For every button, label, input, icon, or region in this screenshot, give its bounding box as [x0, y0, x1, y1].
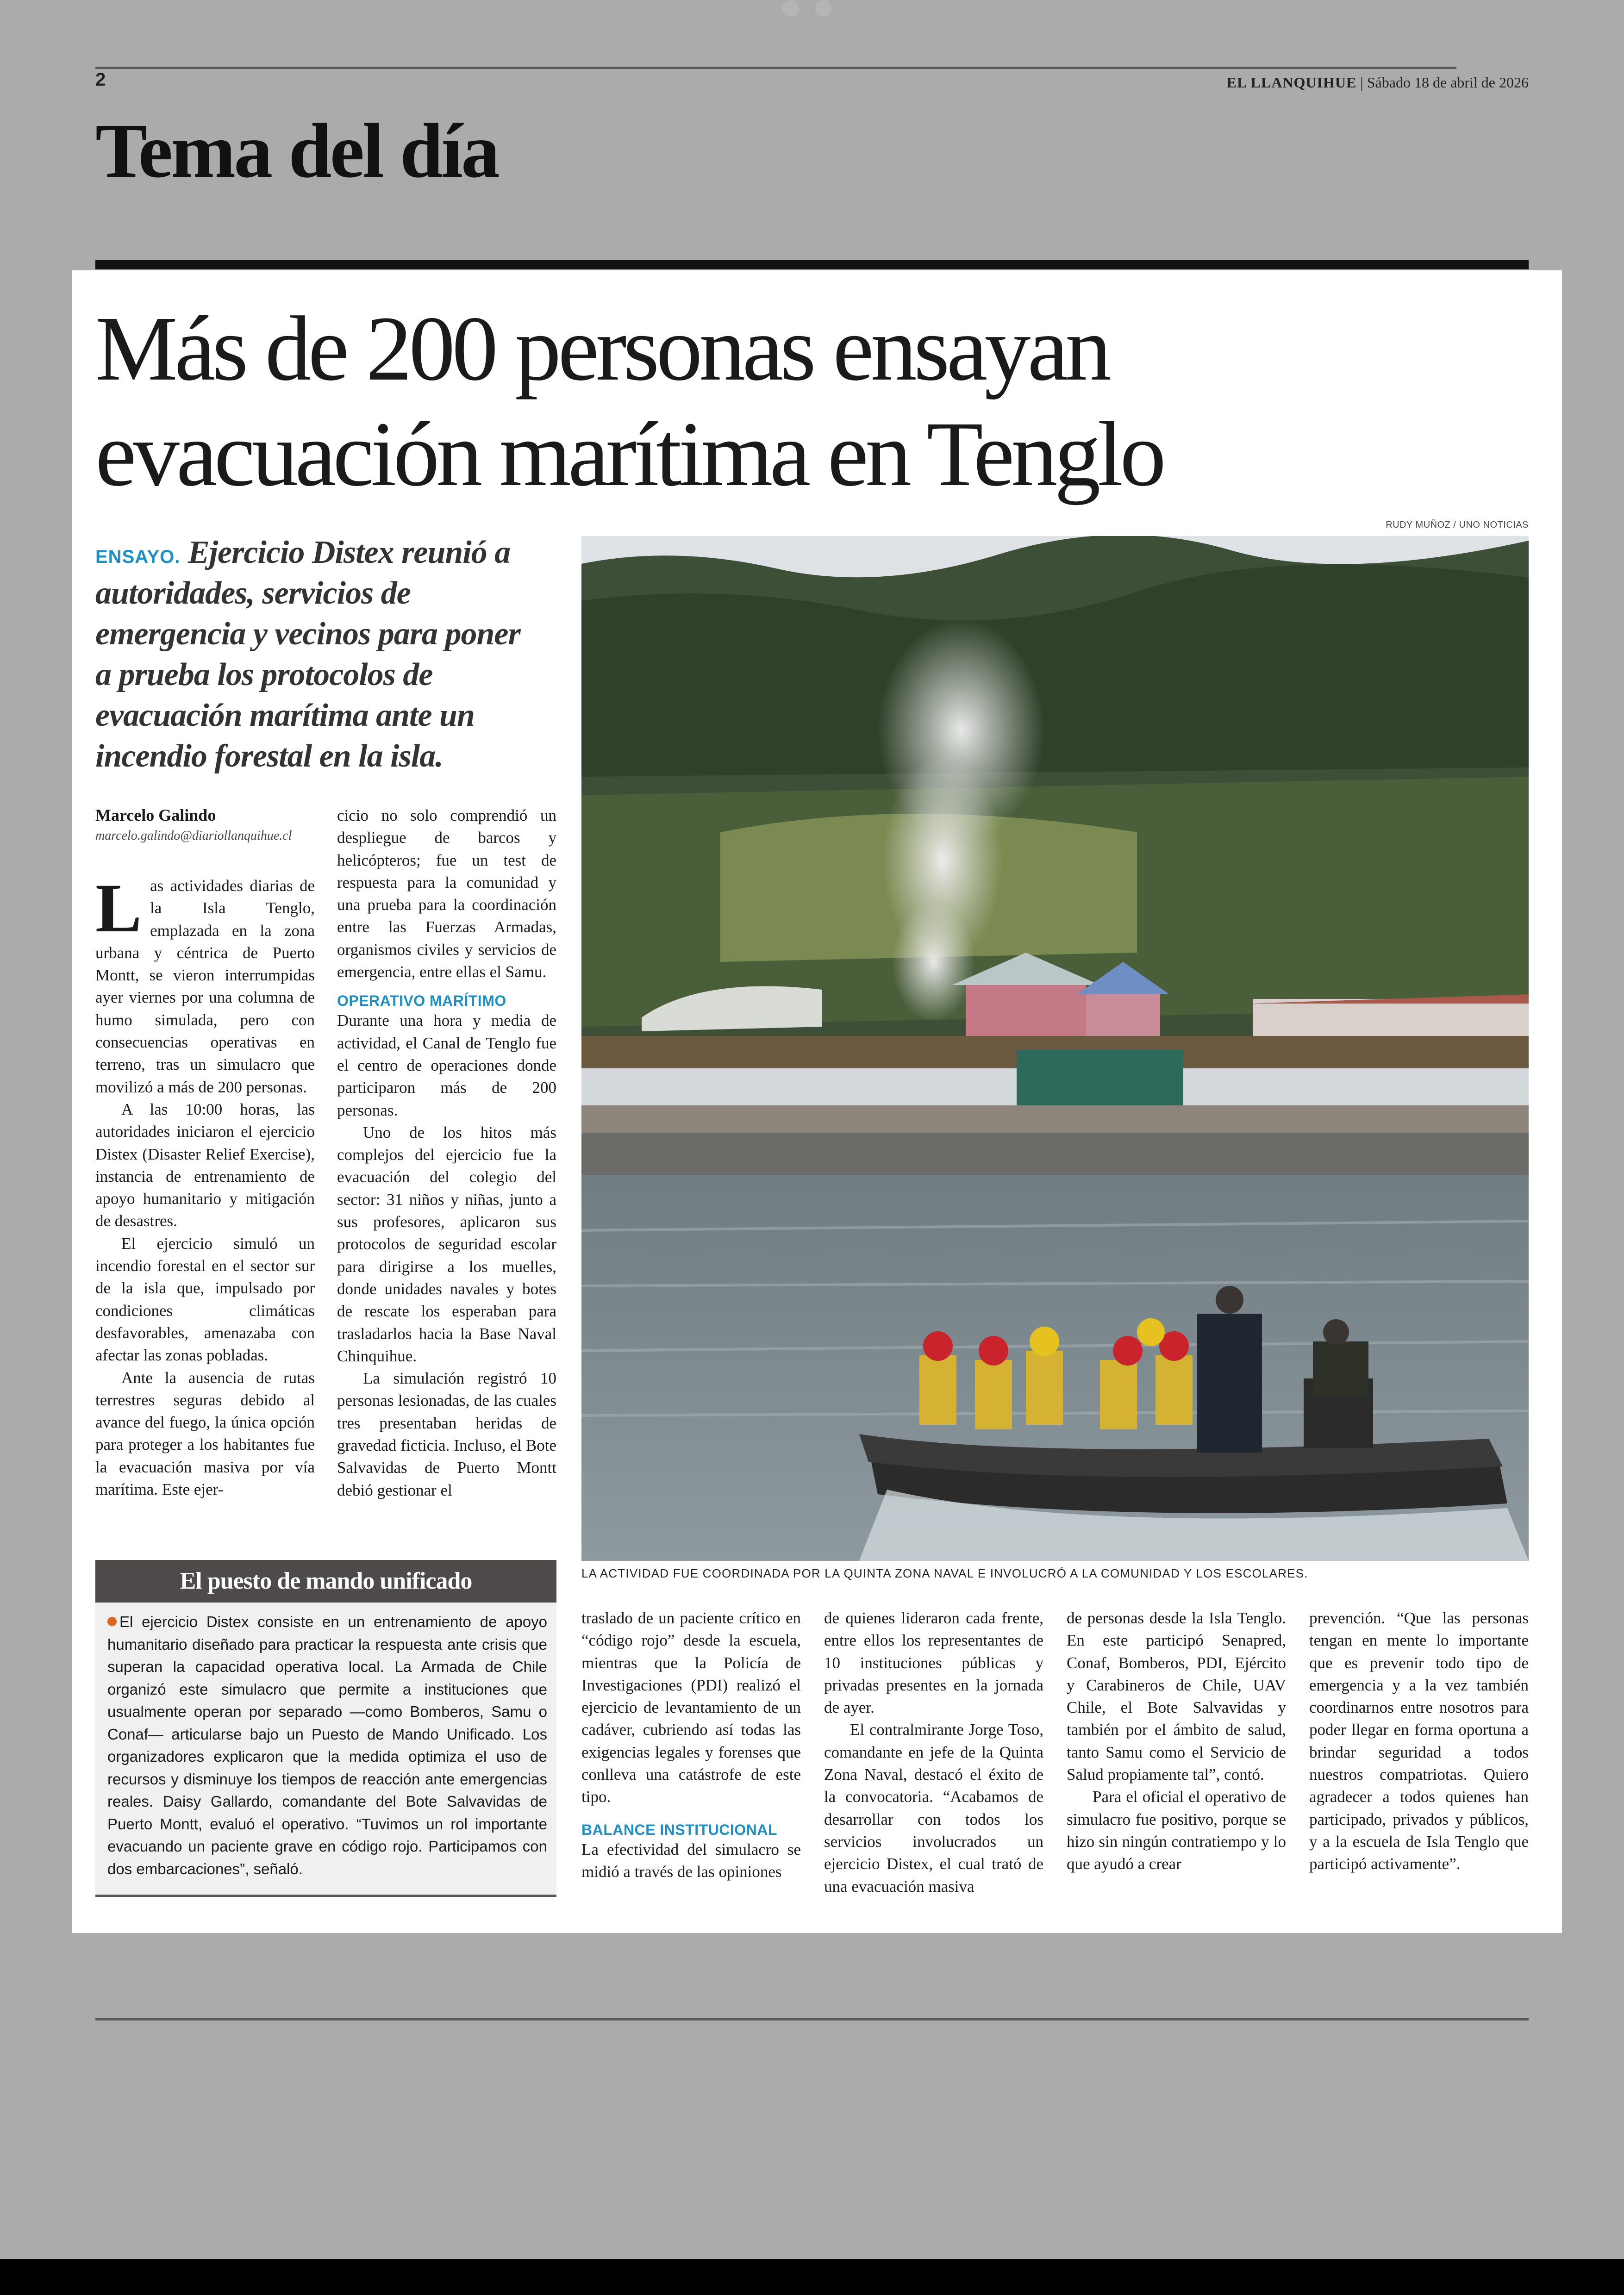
sidebar-text: El ejercicio Distex consiste en un entrenamiento de apoyo humanitario diseñado para practicar la respuesta ante crisis que superan la capacidad operativa local. La Armada de Chile organizó este simulacro que permite a instituciones que usualmente operan por separado —como Bomberos, Samu o Conaf— articularse bajo un Puesto de Mando Unificado. Los organizadores explicaron que la medida optimiza el uso de recursos y disminuye los tiempos de reacción ante emergencias reales. Daisy Gallardo, comandante del Bote Salvavidas de Puerto Montt, evaluó el operativo. “Tuvimos un rol importante evacuando un paciente grave en código rojo. Participamos con dos embarcaciones”, señaló. — [107, 1613, 547, 1877]
article-photo — [581, 536, 1529, 1561]
issue-date: | Sábado 18 de abril de 2026 — [1360, 74, 1529, 91]
sidebar-box — [95, 1603, 556, 1897]
article-column-6 — [1309, 1607, 1529, 1876]
paragraph: La efectividad del simulacro se midió a través de las opiniones — [581, 1840, 801, 1881]
page-number: 2 — [95, 69, 106, 90]
paragraph: Las actividades diarias de la Isla Tenglo, emplazada en la zona urbana y céntrica de Puerto Montt, se vieron interrumpidas ayer viernes por una columna de humo simulada, pero con consecuencias operativas en terreno, tras un simulacro que movilizó a más de 200 personas. — [95, 870, 315, 1096]
subhead-balance: BALANCE INSTITUCIONAL — [581, 1821, 777, 1838]
article-column-1 — [95, 870, 315, 1501]
boat-evacuation-image — [581, 536, 1529, 1561]
article-column-2 — [337, 804, 556, 1502]
photo-caption: LA ACTIVIDAD FUE COORDINADA POR LA QUINTA ZONA NAVAL E INVOLUCRÓ A LA COMUNIDAD Y LOS ESCOLARES. — [581, 1566, 1308, 1580]
paragraph: Durante una hora y media de actividad, el Canal de Tenglo fue el centro de operaciones donde participaron más de 200 personas. — [337, 1011, 556, 1119]
article-column-3 — [581, 1607, 801, 1883]
paragraph: prevención. “Que las personas tengan en mente lo importante que es prevenir todo tipo de emergencia y a la vez también coordinarnos entre nosotros para poder llegar en forma oportuna a brindar seguridad a todos nuestros compatriotas. Quiero agradecer a todos quienes han participado, privados y públicos, y a la escuela de Isla Tenglo que participó activamente”. — [1309, 1609, 1529, 1873]
article-column-4 — [824, 1607, 1043, 1898]
lede — [95, 532, 540, 777]
paragraph: cicio no solo comprendió un despliegue de barcos y helicópteros; fue un test de respuesta para la comunidad y una prueba para la coordinación entre las Fuerzas Armadas, organismos civiles y servicios de emergencia, entre ellas el Samu. — [337, 806, 556, 981]
photo-credit: RUDY MUÑOZ / UNO NOTICIAS — [1386, 520, 1529, 530]
paragraph: Uno de los hitos más complejos del ejercicio fue la evacuación del colegio del sector: 31 niños y niñas, junto a sus profesores, aplicaron sus protocolos de seguridad escolar para dirigirse a los muelles, donde unidades navales y botes de rescate los esperaban para trasladarlos hacia la Base Naval Chinquihue. — [337, 1123, 556, 1365]
paragraph: Para el oficial el operativo de simulacro fue positivo, porque se hizo sin ningún contratiempo y lo que ayudó a crear — [1067, 1788, 1286, 1873]
bullet-icon — [107, 1617, 117, 1626]
paragraph: A las 10:00 horas, las autoridades iniciaron el ejercicio Distex (Disaster Relief Exercise), instancia de entrenamiento de apoyo humanitario y mitigación de desastres. — [95, 1100, 315, 1230]
byline — [95, 805, 318, 843]
article-column-5 — [1067, 1607, 1286, 1876]
author-name: Marcelo Galindo — [95, 806, 216, 824]
lede-text: Ejercicio Distex reunió a autoridades, servicios de emergencia y vecinos para poner a prueba los protocolos de evacuación marítima ante un incendio forestal en la isla. — [95, 535, 520, 774]
paragraph: Ante la ausencia de rutas terrestres seguras debido al avance del fuego, la única opción para proteger a los habitantes fue la evacuación masiva por vía marítima. Este ejer- — [95, 1368, 315, 1499]
top-dots — [782, 0, 843, 14]
paper-name: EL LLANQUIHUE — [1226, 74, 1357, 91]
section-title: Tema del día — [95, 108, 498, 194]
paragraph: traslado de un paciente crítico en “código rojo” desde la escuela, mientras que la Policía de Investigaciones (PDI) realizó el ejercicio de levantamiento de un cadáver, cubriendo así todas las exigencias legales y forenses que conlleva una catástrofe de este tipo. — [581, 1609, 801, 1806]
section-rule — [95, 260, 1529, 269]
paragraph: El contralmirante Jorge Toso, comandante en jefe de la Quinta Zona Naval, destacó el éxito de la convocatoria. “Acabamos de desarrollar con todos los servicios involucrados un ejercicio Distex, el cual trató de una evacuación masiva — [824, 1721, 1043, 1896]
headline: Más de 200 personas ensayan evacuación marítima en Tenglo — [95, 298, 1163, 505]
author-email: marcelo.galindo@diariollanquihue.cl — [95, 829, 292, 843]
kicker: ENSAYO. — [95, 547, 181, 567]
paragraph: El ejercicio simuló un incendio forestal en el sector sur de la isla que, impulsado por condiciones climáticas desfavorables, amenazaba con afectar las zonas pobladas. — [95, 1234, 315, 1365]
sidebar-rule — [95, 1895, 556, 1897]
drop-cap: L — [95, 870, 142, 947]
paragraph: de personas desde la Isla Tenglo. En este participó Senapred, Conaf, Bomberos, PDI, Ejército y Carabineros de Chile, UAV Chile, el Bote Salvavidas y también por el ámbito de salud, tanto Samu como el Servicio de Salud propiamente tal”, contó. — [1067, 1609, 1286, 1784]
bottom-rule — [95, 2018, 1529, 2021]
bottom-bar — [0, 2259, 1624, 2295]
sidebar-title: El puesto de mando unificado — [95, 1560, 556, 1603]
paragraph: La simulación registró 10 personas lesionadas, de las cuales tres presentaban heridas de gravedad ficticia. Incluso, el Bote Salvavidas de Puerto Montt debió gestionar el — [337, 1369, 556, 1499]
subhead-operativo: OPERATIVO MARÍTIMO — [337, 992, 506, 1010]
top-rule — [95, 67, 1456, 69]
paragraph: de quienes lideraron cada frente, entre ellos los representantes de 10 instituciones públicas y privadas presentes en la jornada de ayer. — [824, 1609, 1043, 1717]
paper-info — [1227, 74, 1529, 91]
